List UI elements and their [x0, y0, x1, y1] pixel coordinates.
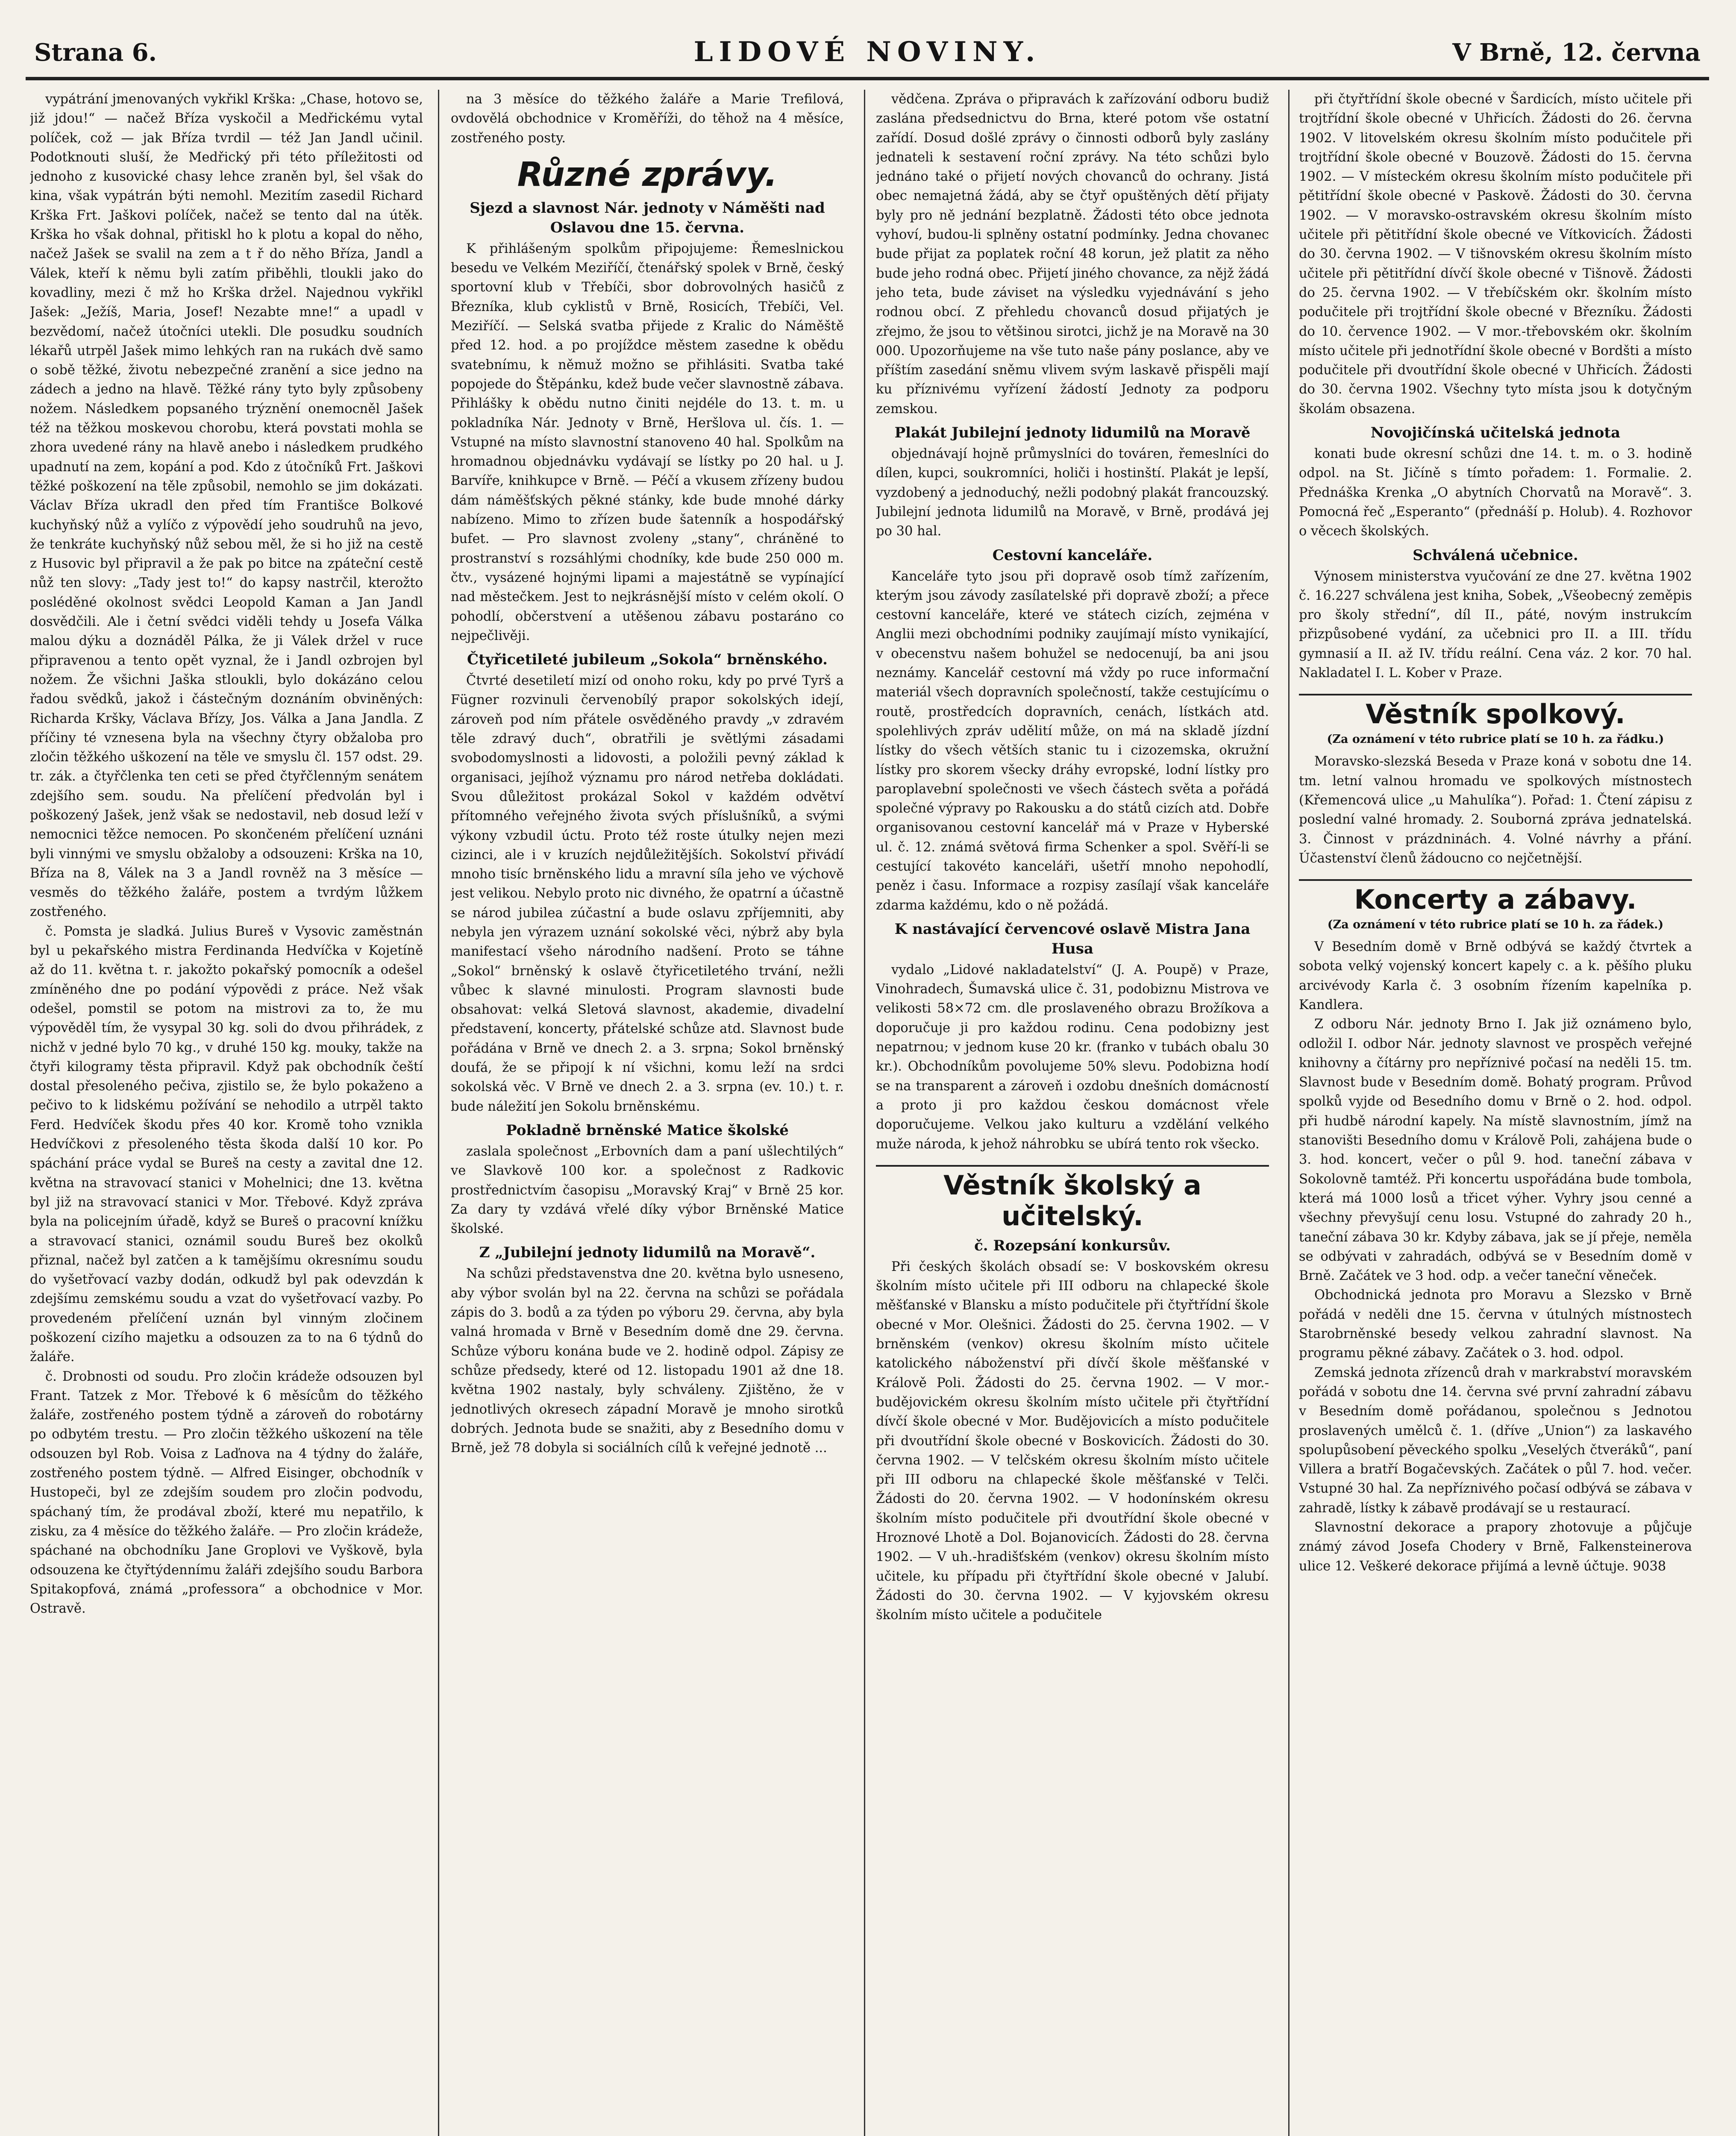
- article-paragraph: vypátrání jmenovaných vykřikl Krška: „Chase, hotovo se, již jdou!“ — načež Bříza vyskočil a Medřickému vytal políček, což — jak Bříza tvrdil — též Jan Jandl učinil. Podotknouti sluší, že Medřický při této příležitosti od jednoho z kusovické chasy lehce zraněn byl, šel však do kina, však vypátrán býti nemohl. Mezitím zasedil Richard Krška Frt. Jaškovi políček, načež se tento dal na útěk. Krška ho však dohnal, přitiskl ho k plotu a kopal do něho, načež Jašek se svalil na zem a t ř do něho Bříza, Jandl a Válek, kteří k němu byli zatím přiběhli, tloukli jako do kovadliny, mezi č mž ho Krška držel. Najednou vykřikl Jašek: „Ježíš, Maria, Josef! Nezabte mne!“ a upadl v bezvědomí, načež útočníci utekli. Dle posudku soudních lékařů utrpěl Jašek mimo lehkých ran na rukách dvě samo o sobě těžké, životu nebezpečné zranění a sice jedno na zádech a jedno na hlavě. Těžké rány tyto byly způsobeny nožem. Následkem popsaného trýznění onemocněl Jašek též na těžkou moskevou chorobu, která povstati mohla se zhora uvedené rány na hlavě anebo i následkem prudkého upadnutí na zem, kopání a pod. Kdo z útočníků Frt. Jaškovi těžké poškození na těle způsobil, nemohlo se jim dokázati. Václav Bříza ukradl den před tím Františce Bolkové kuchyňský nůž a vylíčo z výpovědí jeho soudruhů na jevo, že tenkráte kuchyňský nůž sebou měl, že si ho již na cestě z Husovic byl připravil a že pak po bitce na zpáteční cestě nůž ten slovy: „Tady jest to!“ do kapsy nastrčil, kterožto posléděné okolnost svědci Leopold Kaman a Jan Jandl dosvědčili. Ale i četní svědci viděli tehdy u Josefa Válka malou dýku a doznáděl Pálka, že ji Válek držel v ruce připravenou a tento opět vyznal, že i Jandl ozbrojen byl nožem. Že všichni Jaška stloukli, bylo dokázáno celou řadou svědků, jakož i částečným doznáním obviněných: Richarda Kršky, Václava Břízy, Jos. Válka a Jana Jandla. Z příčiny té vznesena byla na všechny čtyry obžaloba pro zločin těžkého uškození na těle ve smyslu čl. 157 odst. 29. tr. zák. a čtyřčlenka ten ceti se před čtyřčlenným senátem zdejšího sem. soudu. Na přelíčení předvolán byl i poškozený Jašek, jenž však se nedostavil, neb dosud leží v nemocnici těžce nemocen. Po skončeném přelíčení uznáni byli vinnými ve smyslu obžaloby a odsouzeni: Krška na 10, Bříza na 8, Válek na 3 a Jandl rovněž na 3 měsíce — vesměs do těžkého žaláře, postem a tvrdým lůžkem zostřeného.: [30, 92, 423, 920]
- article-paragraph: na 3 měsíce do těžkého žaláře a Marie Trefilová, ovdovělá obchodnice v Kroměříži, do těhož na 4 měsíce, zostřeného posty.: [451, 92, 844, 146]
- column-rule: [864, 90, 865, 2136]
- article-paragraph: Obchodnická jednota pro Moravu a Slezsko v Brně pořádá v neděli dne 15. června v útulných místnostech Starobrněnské besedy velkou zahradní slavnost. Na programu pěkné zábavy. Začátek o 3. hod. odpol.: [1299, 1288, 1692, 1361]
- rubric-note: (Za oznámení v této rubrice platí se 10 h. za řádek.): [1327, 918, 1664, 932]
- article-paragraph: Z odboru Nár. jednoty Brno I. Jak již oznámeno bylo, odložil I. odbor Nár. jednoty slavnost ve prospěch veřejné knihovny a čítárny pro nepříznivé počasí na neděli 15. tm. Slavnost bude v Besedním domě. Bohatý program. Průvod spolků vyjde od Besedního domu v Brně o 2. hod. odpol. při hudbě národní kapely. Na místě slavnostním, jímž na stanovišti Besedního domu v Králově Poli, zahájena bude o 3. hod. koncert, večer o půl 9. hod. taneční zábava v Sokolovně tamtéž. Při koncertu uspořádána bude tombola, která má 1000 losů a třicet výher. Vyhry jsou cenné a všechny převyšují cenu losu. Vstupné do zahrady 20 h., taneční zábava 30 kr. Kdyby zábava, jak se jí přeje, neměla se odbývati v zahradách, odbývá se v Besedním domě v Brně. Začátek ve 3 hod. odp. a večer taneční věneček.: [1299, 1017, 1692, 1284]
- article-paragraph: vydalo „Lidové nakladatelství“ (J. A. Poupě) v Praze, Vinohradech, Šumavská ulice č. 31, podobiznu Mistrova ve velikosti 58×72 cm. dle proslaveného obrazu Brožíkova a doporučuje ji pro každou rodinu. Cena podobizny jest nepatrnou; v jednom kuse 20 kr. (franko v tubách obalu 30 kr.). Obchodníkům povolujeme 50% slevu. Podobizna hodí se na transparent a zároveň i ozdobu dnešních domácností a proto ji pro každou českou domácnost vřele doporučujeme. Velkou jako kulturu a vzdělání velkého muže národa, k jehož náhrobku se ubírá tento rok všecko.: [876, 962, 1269, 1152]
- section-heading: Věstník spolkový.: [1299, 694, 1692, 730]
- article-paragraph: č. Pomsta je sladká. Julius Bureš v Vysovic zaměstnán byl u pekařského mistra Ferdinanda Hedvíčka v Kojetíně až do 11. května t. r. jakožto pokařský pomocník a odešel zmíněného dne po podání výpovědi z práce. Než však odešel, pomstil se potom na mistrovi za to, že mu výpověděl tím, že vysypal 30 kg. soli do dvou přihrádek, z nichž v jedné bylo 70 kg., v druhé 150 kg. mouky, takže na čtyři kilogramy těsta připravil. Když pak obchodník čeští dostal přesoleného pečiva, zjistilo se, že bylo pokaženo a pečivo to k lidskému požívání se nehodilo a utrpěl takto Ferd. Hedvíček škodu přes 40 kor. Kromě toho vznikla Hedvíčkovi z přesoleného těsta škoda další 10 kor. Po spáchání práce vydal se Bureš na cesty a zavital dne 12. května na stravovací stanici v Mohelnici; dne 13. května byl již na stravovací stanici v Mor. Třebové. Když zpráva byla na policejním úřadě, když se Bureš o pracovní knížku a stravovací stanici, oznámil soudu Bureš bez okolků přiznal, načež byl zatčen a k tamějšímu okresnímu soudu do vyšetřovací vazby dodán, odkudž byl pak odevzdán k zdejšímu zemskému soudu a vzat do vyšetřovací vazby. Po provedeném přelíčení uznán byl vinným zločinem poškození cizího majetku a odsouzen za to na 6 týdnů do žaláře.: [30, 924, 423, 1365]
- rubric-note: (Za oznámení v této rubrice platí se 10 h. za řádku.): [1327, 733, 1664, 746]
- article-paragraph: č. Drobnosti od soudu. Pro zločin krádeže odsouzen byl Frant. Tatzek z Mor. Třebové k 6 měsícům do těžkého žaláře, zostřeného postem týdně a zároveň do robotárny po odbytém trestu. — Pro zločin těžkého uškození na těle odsouzen byl Rob. Voisa z Laďnova na 4 týdny do žaláře, zostřeného postem týdně. — Alfred Eisinger, obchodník v Hustopeči, byl ze zdejším soudem pro zločin podvodu, spáchaný tím, že prodával zboží, které mu nepatřilo, k zisku, za 4 měsíce do těžkého žaláře. — Pro zločin krádeže, spáchané na obchodníku Jane Groplovi ve Vyškově, byla odsouzena ke čtyřtýdennímu žaláři zdejšího soudu Barbora Spitakopfová, známá „professora“ a obchodnice v Mor. Ostravě.: [30, 1369, 423, 1617]
- column-rule: [1288, 90, 1290, 2136]
- article-paragraph: V Besedním domě v Brně odbývá se každý čtvrtek a sobota velký vojenský koncert kapely c. a k. pěšího pluku arcivévody Karla č. 3 osobním řízením kapelníka p. Kandlera.: [1299, 939, 1692, 1012]
- column-4: [1299, 90, 1692, 2136]
- article-paragraph: objednávají hojně průmyslníci do továren, řemeslníci do dílen, kupci, soukromníci, holiči i hostinští. Plakát je lepší, vyzdobený a jednoduchý, nežli podobný plakát francouzský. Jubilejní jednota lidumilů na Moravě, v Brně, prodává jej po 30 hal.: [876, 446, 1269, 539]
- item-heading: Pokladně brněnské Matice školské: [506, 1121, 789, 1139]
- page-number: Strana 6.: [34, 38, 157, 67]
- article-paragraph: Čtvrté desetiletí mizí od onoho roku, kdy po prvé Tyrš a Fügner rozvinuli červenobílý prapor sokolských idejí, zároveň pod ním přátele osvěděného pravdy „v zdravém těle zdravý duch“, obratřili je světlými zásadami svobodomyslnosti a lidovosti, a položili pevný základ k organisaci, jejíhož významu pro národ netřeba dokládati. Svou důležitost prokázal Sokol v každém odvětví přítomného veřejného života svých příslušníků, a svými výkony vzbudil úctu. Proto též roste útulky nejen mezi cizinci, ale i v kruzích nejdůležitějších. Sokolství přivádí mnoho tisíc brněnského lidu a mravní síla jeho ve výchově jest velikou. Nebylo proto nic divného, že opatrní a účastně se národ jubilea zúčastní a bude oslavu zpříjemniti, aby nebyla jen výrazem uznání sokolské věci, nýbrž aby byla manifestací všeho národního nadšení. Proto se táhne „Sokol“ brněnský k oslavě čtyřicetiletého trvání, nežli vůbec k slavné minulosti. Program slavnosti bude obsahovat: velká Sletová slavnost, akademie, divadelní představení, koncerty, přátelské schůze atd. Slavnost bude pořádána v Brně ve dnech 2. a 3. srpna; Sokol brněnský doufá, že se připojí k ní všichni, komu leží na srdci sokolská věc. V Brně ve dnech 2. a 3. srpna (ev. 10.) t. r. bude náležití jen Sokolu brněnskému.: [451, 673, 844, 1114]
- article-paragraph: Při českých školách obsadí se: V boskovském okresu školním místo učitele při III odboru na chlapecké škole měšťanské v Blansku a místo podučitele při čtyřtřídní škole obecné v Mor. Olešnici. Žádosti do 25. června 1902. — V brněnském (venkov) okresu školním místo učitele katolického náboženství při dívčí škole měšťanské v Králově Poli. Žádosti do 25. června 1902. — V mor.-budějovickém okresu školním místo učitele při čtyřtřídní dívčí škole obecné v Mor. Budějovicích a místo podučitele při dvoutřídní škole obecné v Boskovicích. Žádosti do 30. června 1902. — V telčském okresu školním místo učitele při III odboru na chlapecké škole měšťanské v Telči. Žádosti do 20. června 1902. — V hodonínském okresu školním místo podučitele při dvoutřídní škole obecné v Hroznové Lhotě a Dol. Bojanovicích. Žádosti do 28. června 1902. — V uh.-hradišťském (venkov) okresu školním místo učitele, ku případu při čtyřtřídní škole obecné v Jalubí. Žádosti do 30. června 1902. — V kyjovském okresu školním místo učitele a podučitele: [876, 1259, 1269, 1623]
- article-paragraph: při čtyřtřídní škole obecné v Šardicích, místo učitele při trojtřídní škole obecné v Uhřicích. Žádosti do 26. června 1902. V litovelském okresu školním místo podučitele při trojtřídní škole obecné v Bouzově. Žádosti do 15. června 1902. — V místeckém okresu školním místo podučitele při pětitřídní škole obecné v Paskově. Žádosti do 30. června 1902. — V moravsko-ostravském okresu školním místo učitele při pětitřídní škole obecné ve Vítkovicích. Žádosti do 30. června 1902. — V tišnovském okresu školním místo učitele při pětitřídní dívčí škole obecné v Tišnově. Žádosti do 25. června 1902. — V třebíčském okr. školním místo podučitele při trojtřídní škole obecné v Březníku. Žádosti do 10. července 1902. — V mor.-třebovském okr. školním místo učitele při jednotřídní škole obecné v Bordšti a místo podučitele při dvoutřídní škole obecné v Uhřicích. Žádosti do 30. června 1902. Všechny tyto místa jsou k dotyčným školám obsazena.: [1299, 92, 1692, 417]
- article-paragraph: Moravsko-slezská Beseda v Praze koná v sobotu dne 14. tm. letní valnou hromadu ve spolkových místnostech (Křemencová ulice „u Mahulíka“). Pořad: 1. Čtení zápisu z poslední valné hromady. 2. Souborná zpráva jednatelská. 3. Činnost v prázdninách. 4. Volné návrhy a přání. Účastenství členů žádoucno co nejčetnější.: [1299, 754, 1692, 866]
- column-3: [876, 90, 1269, 2136]
- item-heading: Čtyřicetileté jubileum „Sokola“ brněnského.: [467, 651, 828, 669]
- article-paragraph: vědčena. Zpráva o připravách k zařízování odboru budiž zaslána předsednictvu do Brna, které potom vše ostatní zařídí. Dosud došlé zprávy o činnosti odborů byly zaslány jednateli k sestavení roční zprávy. Na této schůzi bylo jednáno také o přijetí nových chovanců do ochrany. Jistá obec nemajetná žádá, aby se čtyř opuštěných dětí přijaty byly pro ně jednání bezplatně. Žádosti této obce jednota vyhoví, budou-li splněny ostatní podmínky. Jedna chovanec bude přijat za poplatek roční 48 korun, jež platit za něho bude jeho rodná obec. Přijetí jiného chovance, za nějž žádá jeho teta, bude záviset na výsledku vyjednávání s jeho rodnou obcí. Z přehledu chovanců dosud přijatých je zřejmo, že jsou to většinou sirotci, jichž je na Moravě na 30 000. Upozorňujeme na vše tuto naše pány poslance, aby ve příštím zasedání sněmu vlivem svým laskavě přispěli mají ku příznivému vyřízení žádostí Jednoty za podporu zemskou.: [876, 92, 1269, 417]
- item-heading: Plakát Jubilejní jednoty lidumilů na Moravě: [894, 424, 1251, 442]
- article-paragraph: Výnosem ministerstva vyučování ze dne 27. května 1902 č. 16.227 schválena jest kniha, Sobek, „Všeobecný zeměpis pro školy střední“, díl II., páté, novým instrukcím přizpůsobené vydání, za učebnici pro II. a III. třídu gymnasií a II. až IV. třídu reální. Cena váz. 2 kor. 70 hal. Nakladatel I. L. Kober v Praze.: [1299, 569, 1692, 681]
- article-paragraph: zaslala společnost „Erbovních dam a paní ušlechtilých“ ve Slavkově 100 kor. a společnost z Radkovic prostřednictvím časopisu „Moravský Kraj“ v Brně 25 kor. Za dary ty vzdává vřelé díky výbor Brněnské Matice školské.: [451, 1144, 844, 1237]
- column-1: [30, 90, 423, 2136]
- masthead: LIDOVÉ NOVINY.: [693, 36, 1041, 68]
- newspaper-page: [26, 30, 1709, 2136]
- article-paragraph: Zemská jednota zřízenců drah v markrabství moravském pořádá v sobotu dne 14. června své první zahradní zábavu v Besedním domě pořádanou, společnou s Jednotou proslavených umělců č. 1. (dříve „Union“) za laskavého spolupůsobení pěveckého spolku „Veselých čtveráků“, paní Villera a bratří Bogačevských. Začátek o půl 7. hod. večer. Vstupné 30 hal. Za nepříznivého počasí odbývá se zábava v zahradě, lístky k zábavě prodávají se u restaurací.: [1299, 1365, 1692, 1516]
- item-heading: Cestovní kanceláře.: [992, 546, 1153, 564]
- article-paragraph: Kanceláře tyto jsou při dopravě osob tímž zařízením, kterým jsou závody zasílatelské při dopravě zboží; a přece cestovní kanceláře, které ve státech cizích, zejména v Anglii mezi obchodními podniky zaujímají místo vynikající, v obecenstvu našem bohužel se nedocenují, ba ani jsou neznámy. Kancelář cestovní má vždy po ruce informační materiál všech dopravních společností, takže cestujícímu o routě, prostředcích dopravních, cenách, lístkách atd. spolehlivých zpráv udělití může, on má na skladě jízdní lístky do všech větších stanic tu i cizozemska, okružní lístky pro skorem všecky dráhy evropské, lodní lístky pro paroplavební společnosti ve všech částech světa a pořádá společné výpravy po Rakousku a do států cizích atd. Dobře organisovanou cestovní kancelář má v Praze v Hyberské ul. č. 12. známá světová firma Schenker a spol. Svěří-li se cestující takovéto kanceláři, ušetří mnoho nepohodlí, peněz i času. Informace a rozpisy zasílají však kanceláře zdarma každému, kdo o ně požádá.: [876, 569, 1269, 913]
- running-head: [26, 30, 1709, 80]
- section-heading: Koncerty a zábavy.: [1299, 879, 1692, 915]
- article-paragraph: Na schůzi představenstva dne 20. května bylo usneseno, aby výbor svolán byl na 22. června na schůzi se pořádala zápis do 3. bodů a za týden po výboru 29. června, aby byla valná hromada v Brně v Besedním domě dne 29. června. Schůze výboru konána bude ve 2. hodině odpol. Zápisy ze schůze předsedy, které od 12. listopadu 1901 až dne 18. května 1902 nastaly, byly schváleny. Zjištěno, že v jednotlivých okresech západní Moravě je mnoho sirotků dobrých. Jednota bude se snažiti, aby z Besedního domu v Brně, jež 78 dobyla si sociálních cílů k veřejné jednotě ...: [451, 1266, 844, 1456]
- item-heading: č. Rozepsání konkursův.: [974, 1237, 1171, 1254]
- item-heading: Sjezd a slavnost Nár. jednoty v Náměšti nad Oslavou dne 15. června.: [470, 199, 825, 236]
- article-paragraph: K přihlášeným spolkům připojujeme: Řemeslnickou besedu ve Velkém Meziříčí, čtenářský spolek v Brně, český sportovní klub v Třebíči, sbor dobrovolných hasičů z Březníka, klub cyklistů v Brně, Rosicích, Třebíči, Vel. Meziříčí. — Selská svatba přijede z Kralic do Náměště před 12. hod. a po projíždce městem zasedne k obědu svatebnímu, k němuž možno se přihlásiti. Svatba také popojede do Štěpánku, kdež bude večer slavnostně zábava. Přihlášky k obědu nutno činiti nejdéle do 13. t. m. u pokladníka Nár. Jednoty v Brně, Heršlova ul. čís. 1. — Vstupné na místo slavnostní stanoveno 40 hal. Spolkům na hromadnou objednávku vydávají se lístky po 20 hal. u J. Barvíře, knihkupce v Brně. — Péčí a vkusem zřízeny budou dám náměšťských pěkné stánky, kde bude mnohé dárky nabízeno. Mimo to zřízen bude šatenník a hospodářský bufet. — Pro slavnost zvoleny „stany“, chráněné to prostranství s rozsáhlými chodníky, kde bude 250 000 m. čtv., vysázené hojnými lipami a majestátně se vypínající nad městečkem. Jest to nejkrásnější místo v celém okolí. O pohodlí, občerstvení a utěšenou zábavu postaráno co nejpečlivěji.: [451, 241, 844, 643]
- section-heading: Různé zprávy.: [517, 155, 778, 194]
- section-heading: Věstník školský a učitelský.: [876, 1165, 1269, 1232]
- article-paragraph: Slavnostní dekorace a prapory zhotovuje a půjčuje známý závod Josefa Chodery v Brně, Falkensteinerova ulice 12. Veškeré dekorace přijímá a levně účtuje. 9038: [1299, 1520, 1692, 1574]
- item-heading: K nastávající červencové oslavě Mistra Jana Husa: [894, 920, 1251, 957]
- column-rule: [438, 90, 439, 2136]
- column-2: [451, 90, 844, 2136]
- article-paragraph: konati bude okresní schůzi dne 14. t. m. o 3. hodině odpol. na St. Jičíně s tímto pořadem: 1. Formalie. 2. Přednáška Krenka „O abytních Chorvatů na Moravě“. 3. Pomocná řeč „Esperanto“ (přednáší p. Holub). 4. Rozhovor o věcech školských.: [1299, 446, 1692, 539]
- dateline: V Brně, 12. června: [1452, 38, 1701, 67]
- item-heading: Schválená učebnice.: [1413, 546, 1578, 564]
- item-heading: Novojičínská učitelská jednota: [1370, 424, 1621, 442]
- item-heading: Z „Jubilejní jednoty lidumilů na Moravě“.: [479, 1244, 816, 1262]
